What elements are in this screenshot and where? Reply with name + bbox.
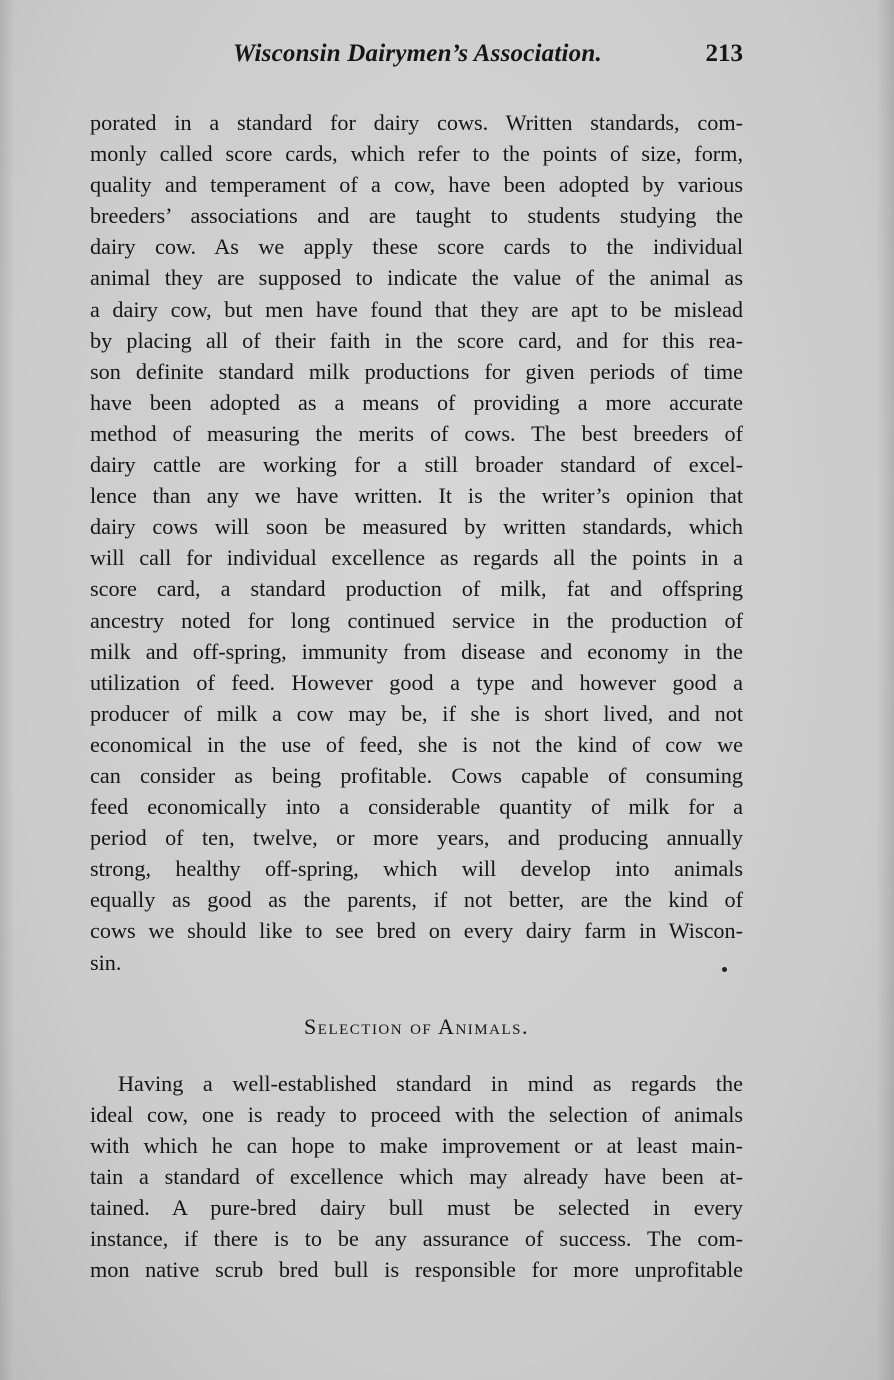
text-line: method of measuring the merits of cows. The best breeders of (90, 420, 743, 446)
running-title: Wisconsin Dairymen’s Association. (233, 40, 602, 67)
text-line: milk and off-spring, immunity from disease and economy in the (90, 638, 743, 664)
text-line: monly called score cards, which refer to the points of size, form, (90, 141, 743, 167)
ink-speck (722, 967, 727, 972)
text-line: have been adopted as a means of providing a more accurate (90, 389, 743, 415)
text-line: dairy cow. As we apply these score cards to the individual (90, 234, 743, 260)
text-line: Having a well-established standard in mind as regards the (118, 1070, 743, 1096)
text-line: quality and temperament of a cow, have been adopted by various (90, 172, 743, 198)
paragraph-selection (90, 1068, 743, 1286)
body-text (90, 107, 743, 1285)
text-line: score card, a standard production of milk, fat and offspring (90, 576, 743, 602)
page-gutter-shadow (0, 0, 14, 1380)
text-line: sin. (90, 949, 122, 975)
page-number: 213 (705, 40, 743, 67)
text-line: son definite standard milk productions for given periods of time (90, 358, 743, 384)
section-heading: Selection of Animals. (304, 1013, 529, 1039)
page-header (90, 40, 743, 80)
text-line: breeders’ associations and are taught to students studying the (90, 203, 743, 229)
text-line: ideal cow, one is ready to proceed with the selection of animals (90, 1101, 743, 1127)
text-line: tain a standard of excellence which may already have been at- (90, 1163, 743, 1189)
text-line: lence than any we have written. It is the writer’s opinion that (90, 483, 743, 509)
text-line: dairy cows will soon be measured by written standards, which (90, 514, 743, 540)
text-line: economical in the use of feed, she is not the kind of cow we (90, 731, 743, 757)
text-line: animal they are supposed to indicate the value of the animal as (90, 265, 743, 291)
text-line: with which he can hope to make improvement or at least main- (90, 1132, 743, 1158)
text-line: dairy cattle are working for a still broader standard of excel- (90, 452, 743, 478)
text-line: by placing all of their faith in the score card, and for this rea- (90, 327, 743, 353)
text-line: cows we should like to see bred on every dairy farm in Wiscon- (90, 918, 743, 944)
text-line: a dairy cow, but men have found that they are apt to be mislead (90, 296, 743, 322)
page-edge-shadow (876, 0, 894, 1380)
text-line: equally as good as the parents, if not better, are the kind of (90, 887, 743, 913)
text-line: mon native scrub bred bull is responsible for more unprofitable (90, 1257, 743, 1283)
text-line: porated in a standard for dairy cows. Written standards, com- (90, 110, 743, 135)
text-line: utilization of feed. However good a type and however good a (90, 669, 743, 695)
text-line: tained. A pure-bred dairy bull must be selected in every (90, 1195, 743, 1220)
text-line: will call for individual excellence as regards all the points in a (90, 545, 743, 571)
text-line: period of ten, twelve, or more years, and producing annually (90, 825, 743, 851)
paragraph-standards (90, 107, 743, 978)
text-line: strong, healthy off-spring, which will develop into animals (90, 856, 743, 882)
text-line: can consider as being profitable. Cows capable of consuming (90, 762, 743, 788)
text-line: ancestry noted for long continued service in the production of (90, 607, 743, 633)
text-line: instance, if there is to be any assurance of success. The com- (90, 1226, 743, 1252)
text-line: producer of milk a cow may be, if she is short lived, and not (90, 700, 743, 726)
text-line: feed economically into a considerable quantity of milk for a (90, 794, 743, 820)
